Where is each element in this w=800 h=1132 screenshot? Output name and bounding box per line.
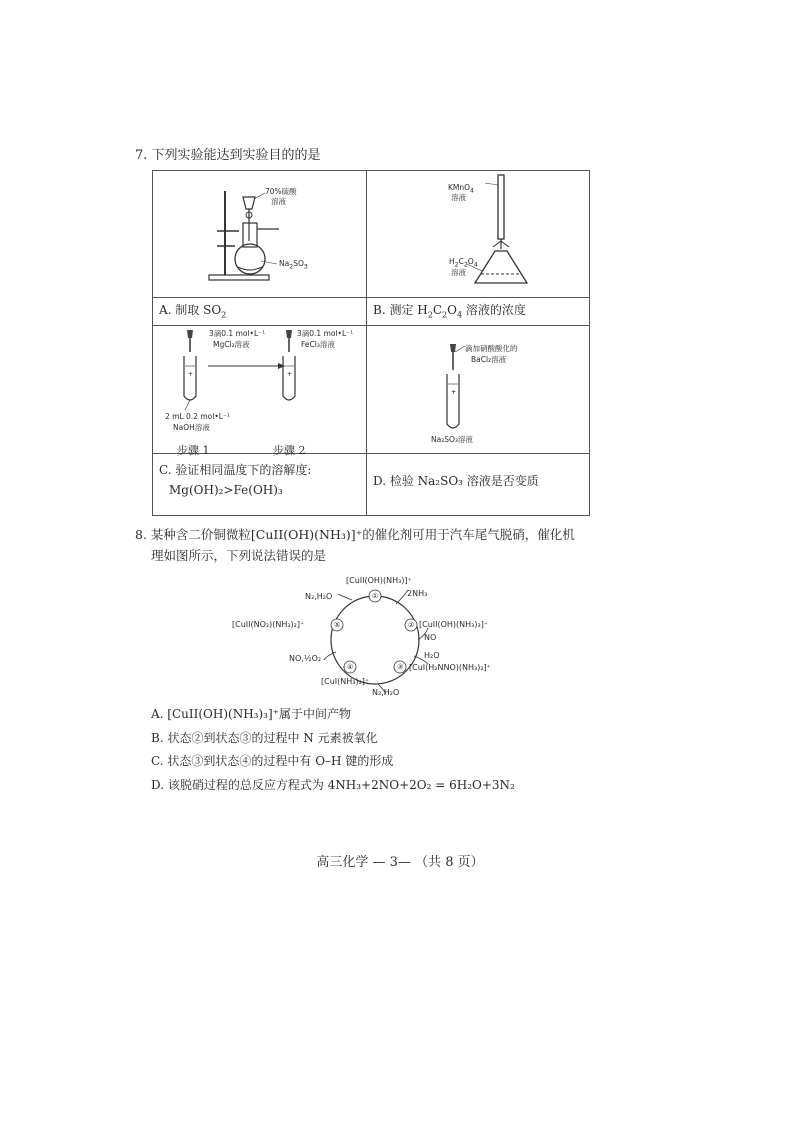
step-1-label: 步骤 1	[177, 444, 210, 457]
q8-stem-line1: 8. 某种含二价铜微粒[CuII(OH)(NH₃)]⁺的催化剂可用于汽车尾气脱硝，催化机	[135, 527, 575, 542]
species-state-4: [CuI(NH₃)₂]⁺	[321, 677, 370, 686]
reactant-no-o2: NO,½O₂	[289, 654, 322, 663]
species-state-2: [CuII(OH)(NH₃)₃]⁺	[419, 620, 489, 629]
reagent-mgcl2-line1: 3滴0.1 mol•L⁻¹	[209, 329, 266, 338]
state-4-number: ④	[347, 663, 354, 671]
reagent-kmno4-line2: 溶液	[451, 193, 466, 202]
state-5-number: ⑤	[334, 621, 341, 629]
q8-option-d: D. 该脱硝过程的总反应方程式为 4NH₃+2NO+2O₂ = 6H₂O+3N₂	[151, 778, 515, 792]
q8-option-c: C. 状态③到状态④的过程中有 O–H 键的形成	[151, 754, 394, 768]
reagent-h2so4-line2: 溶液	[271, 197, 286, 206]
state-3-number: ③	[397, 663, 404, 671]
q8-stem-line2: 理如图所示，下列说法错误的是	[151, 548, 327, 563]
species-state-1: [CuII(OH)(NH₃)]⁺	[346, 576, 412, 585]
species-state-3: [CuI(H₂NNO)(NH₃)₂]⁺	[409, 663, 491, 672]
reagent-bacl2-line1: 滴加硝酸酸化的	[465, 344, 518, 353]
reagent-na2so3-solution: Na₂SO₃溶液	[431, 435, 473, 444]
product-h2o: H₂O	[424, 651, 440, 660]
svg-text:+: +	[287, 371, 293, 378]
state-1-number: ①	[372, 592, 379, 600]
step-2-label: 步骤 2	[273, 444, 306, 457]
reagent-mgcl2-line2: MgCl₂溶液	[213, 340, 250, 349]
q8-option-a: A. [CuII(OH)(NH₃)₃]⁺属于中间产物	[151, 707, 351, 721]
reagent-h2c2o4-line2: 溶液	[451, 268, 466, 277]
option-b-label: B. 测定 $H_2C_2O_4$ 溶液的浓度	[373, 303, 526, 320]
reagent-naoh-line2: NaOH溶液	[173, 423, 210, 432]
reagent-naoh-line1: 2 mL 0.2 mol•L⁻¹	[165, 412, 230, 421]
reagent-na2so3: $Na_2SO_3$	[279, 259, 308, 271]
reagent-bacl2-line2: BaCl₂溶液	[471, 355, 507, 364]
reactant-no: NO	[424, 633, 437, 642]
q7-stem: 7. 下列实验能达到实验目的的是	[135, 148, 321, 163]
species-state-5: [CuII(NO₂)(NH₃)₂]⁺	[232, 620, 305, 629]
reactant-2nh3: 2NH₃	[407, 589, 428, 598]
q8-option-b: B. 状态②到状态③的过程中 N 元素被氧化	[151, 731, 378, 745]
svg-text:+: +	[188, 371, 194, 378]
reagent-fecl3-line2: FeCl₃溶液	[301, 340, 335, 349]
product-n2-h2o-top: N₂,H₂O	[305, 592, 333, 601]
option-d-label: D. 检验 Na₂SO₃ 溶液是否变质	[373, 474, 539, 488]
option-c-label-line1: C. 验证相同温度下的溶解度:	[159, 463, 312, 477]
page-footer: 高三化学 — 3— （共 8 页）	[316, 855, 484, 870]
option-a-label: A. 制取 $SO_2$	[159, 303, 227, 320]
state-2-number: ②	[408, 621, 415, 629]
product-n2-h2o-bottom: N₂,H₂O	[372, 688, 400, 697]
reagent-kmno4-line1: KMnO$_4$	[448, 183, 475, 195]
reagent-h2so4-line1: 70%硫酸	[265, 187, 297, 196]
option-c-label-line2: Mg(OH)₂>Fe(OH)₃	[169, 483, 283, 497]
svg-text:+: +	[451, 389, 457, 396]
reagent-h2c2o4-line1: $H_2C_2O_4$	[449, 257, 478, 269]
reagent-fecl3-line1: 3滴0.1 mol•L⁻¹	[297, 329, 354, 338]
